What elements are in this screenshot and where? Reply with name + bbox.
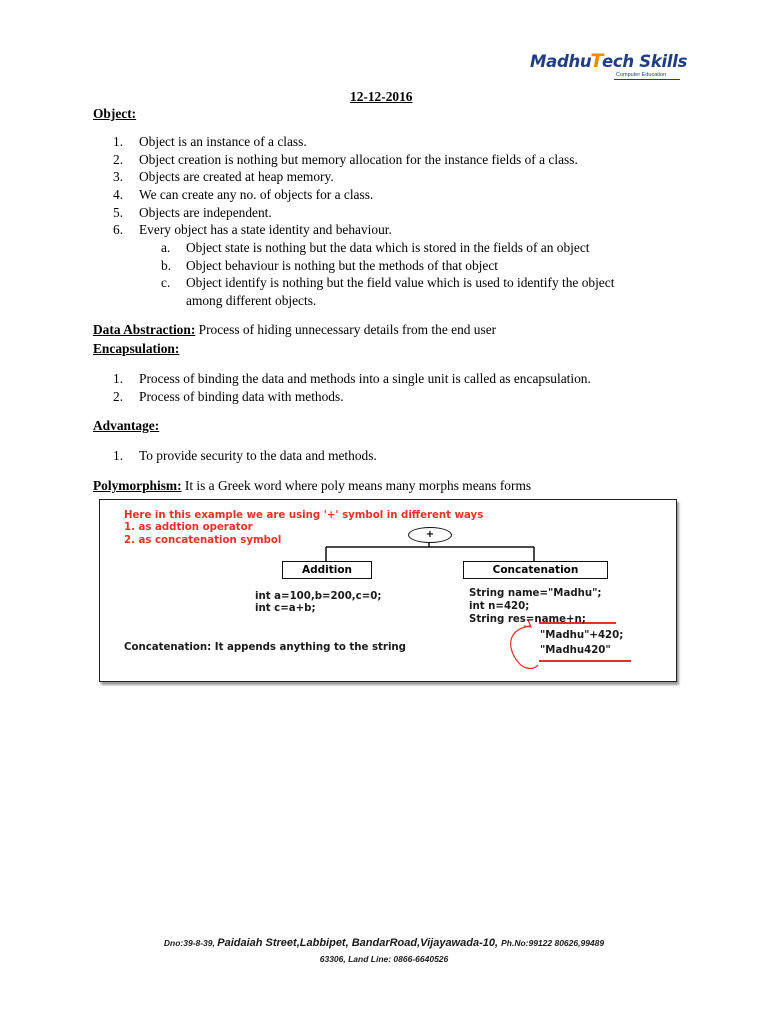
concat-code-line-3: String res=name+n; xyxy=(469,614,586,625)
footer-address-line-2: 63306, Land Line: 0866-6640526 xyxy=(319,954,449,964)
polymorphism-text: It is a Greek word where poly means many morphs means forms xyxy=(181,478,532,493)
brand-logo xyxy=(530,48,688,84)
figure-intro-line-3: 2. as concatenation symbol xyxy=(124,535,282,546)
polymorphism-label: Polymorphism: xyxy=(93,478,182,493)
concatenation-note: Concatenation: It appends anything to the string xyxy=(124,642,406,653)
list-item: b. Object behaviour is nothing but the methods of that object xyxy=(161,257,499,273)
object-heading: Object: xyxy=(93,106,137,121)
data-abstraction-text: Process of hiding unnecessary details from the end user xyxy=(195,322,497,337)
object-sublist xyxy=(161,239,614,310)
document-date: 12-12-2016 xyxy=(350,89,413,104)
polymorphism-line xyxy=(93,478,531,494)
footer-address-line-1: Dno:39-8-39, Paidaiah Street,Labbipet, BandarRoad,Vijayawada-10, Ph.No:99122 80626,99489 xyxy=(163,937,605,949)
logo-wordmark: MadhuTech Skills xyxy=(530,50,688,72)
logo-underline xyxy=(614,79,680,80)
polymorphism-figure xyxy=(99,499,677,682)
encapsulation-heading: Encapsulation: xyxy=(93,341,180,356)
document-page: MadhuTech Skills Computer Education 12-12-2016 Object: 1. Object is an instance of a class. 2. Object creation is nothing but memory allocation for the instance fields of a class. 3. Objects are created at heap memory. 4. We can create any no. of objects for a class. 5. Objects are independent. 6. Every object has a state identity and behaviour. a. Object state is nothing but the data which is stored in the fields of an object b. Object behaviour is nothing but the methods of that object c. Object identify is nothing but the field value which is used to identify the object among different objects. Data Abstraction: Process of hiding unnecessary details from the end user Encapsulation: 1. Process of binding the data and methods into a single unit is called as encapsulation. 2. Process of binding data with methods. Advantage: 1. To provide security to the data and methods. Polymorphism: It is a Greek word where poly means many morphs means forms Here in this example we are using '+' symbol in different ways 1. as addtion operator 2. as concatenation symbol + Addition Concatenation int a=100,b=200,c=0; int c=a+b; String name="Madhu"; int n=420; String res=name+n; "Madhu"+420; "Madhu420" Concatenation: It appends anything to the string Dno:39-8-39, Paidaiah Street,Labbipet, BandarRoad,Vijayawada-10, Ph.No:99122 80626,99489 63306, Land Line: 0866-6640526 xyxy=(0,0,768,1024)
red-arrow-curve xyxy=(511,626,538,668)
concat-code-line-2: int n=420; xyxy=(469,601,530,612)
figure-intro-line-2: 1. as addtion operator xyxy=(124,522,253,533)
list-item: c. Object identify is nothing but the field value which is used to identify the object among different objects. xyxy=(161,275,615,309)
logo-apple-t-icon: T xyxy=(590,50,604,72)
concat-code-line-1: String name="Madhu"; xyxy=(469,588,602,599)
data-abstraction-line xyxy=(93,322,496,338)
logo-tagline: Computer Education xyxy=(616,72,667,78)
concat-code-line-4: "Madhu"+420; xyxy=(540,630,624,641)
plus-operator-node: + xyxy=(408,527,452,543)
addition-box: Addition xyxy=(282,561,372,579)
concat-code-line-5: "Madhu420" xyxy=(540,645,611,656)
addition-code-line-2: int c=a+b; xyxy=(255,603,316,614)
list-item: a. Object state is nothing but the data which is stored in the fields of an object xyxy=(161,240,590,255)
addition-code-line-1: int a=100,b=200,c=0; xyxy=(255,591,382,602)
advantage-heading: Advantage: xyxy=(93,418,160,433)
data-abstraction-label: Data Abstraction: xyxy=(93,322,196,337)
figure-intro-line-1: Here in this example we are using '+' symbol in different ways xyxy=(124,510,484,521)
concatenation-box: Concatenation xyxy=(463,561,608,579)
